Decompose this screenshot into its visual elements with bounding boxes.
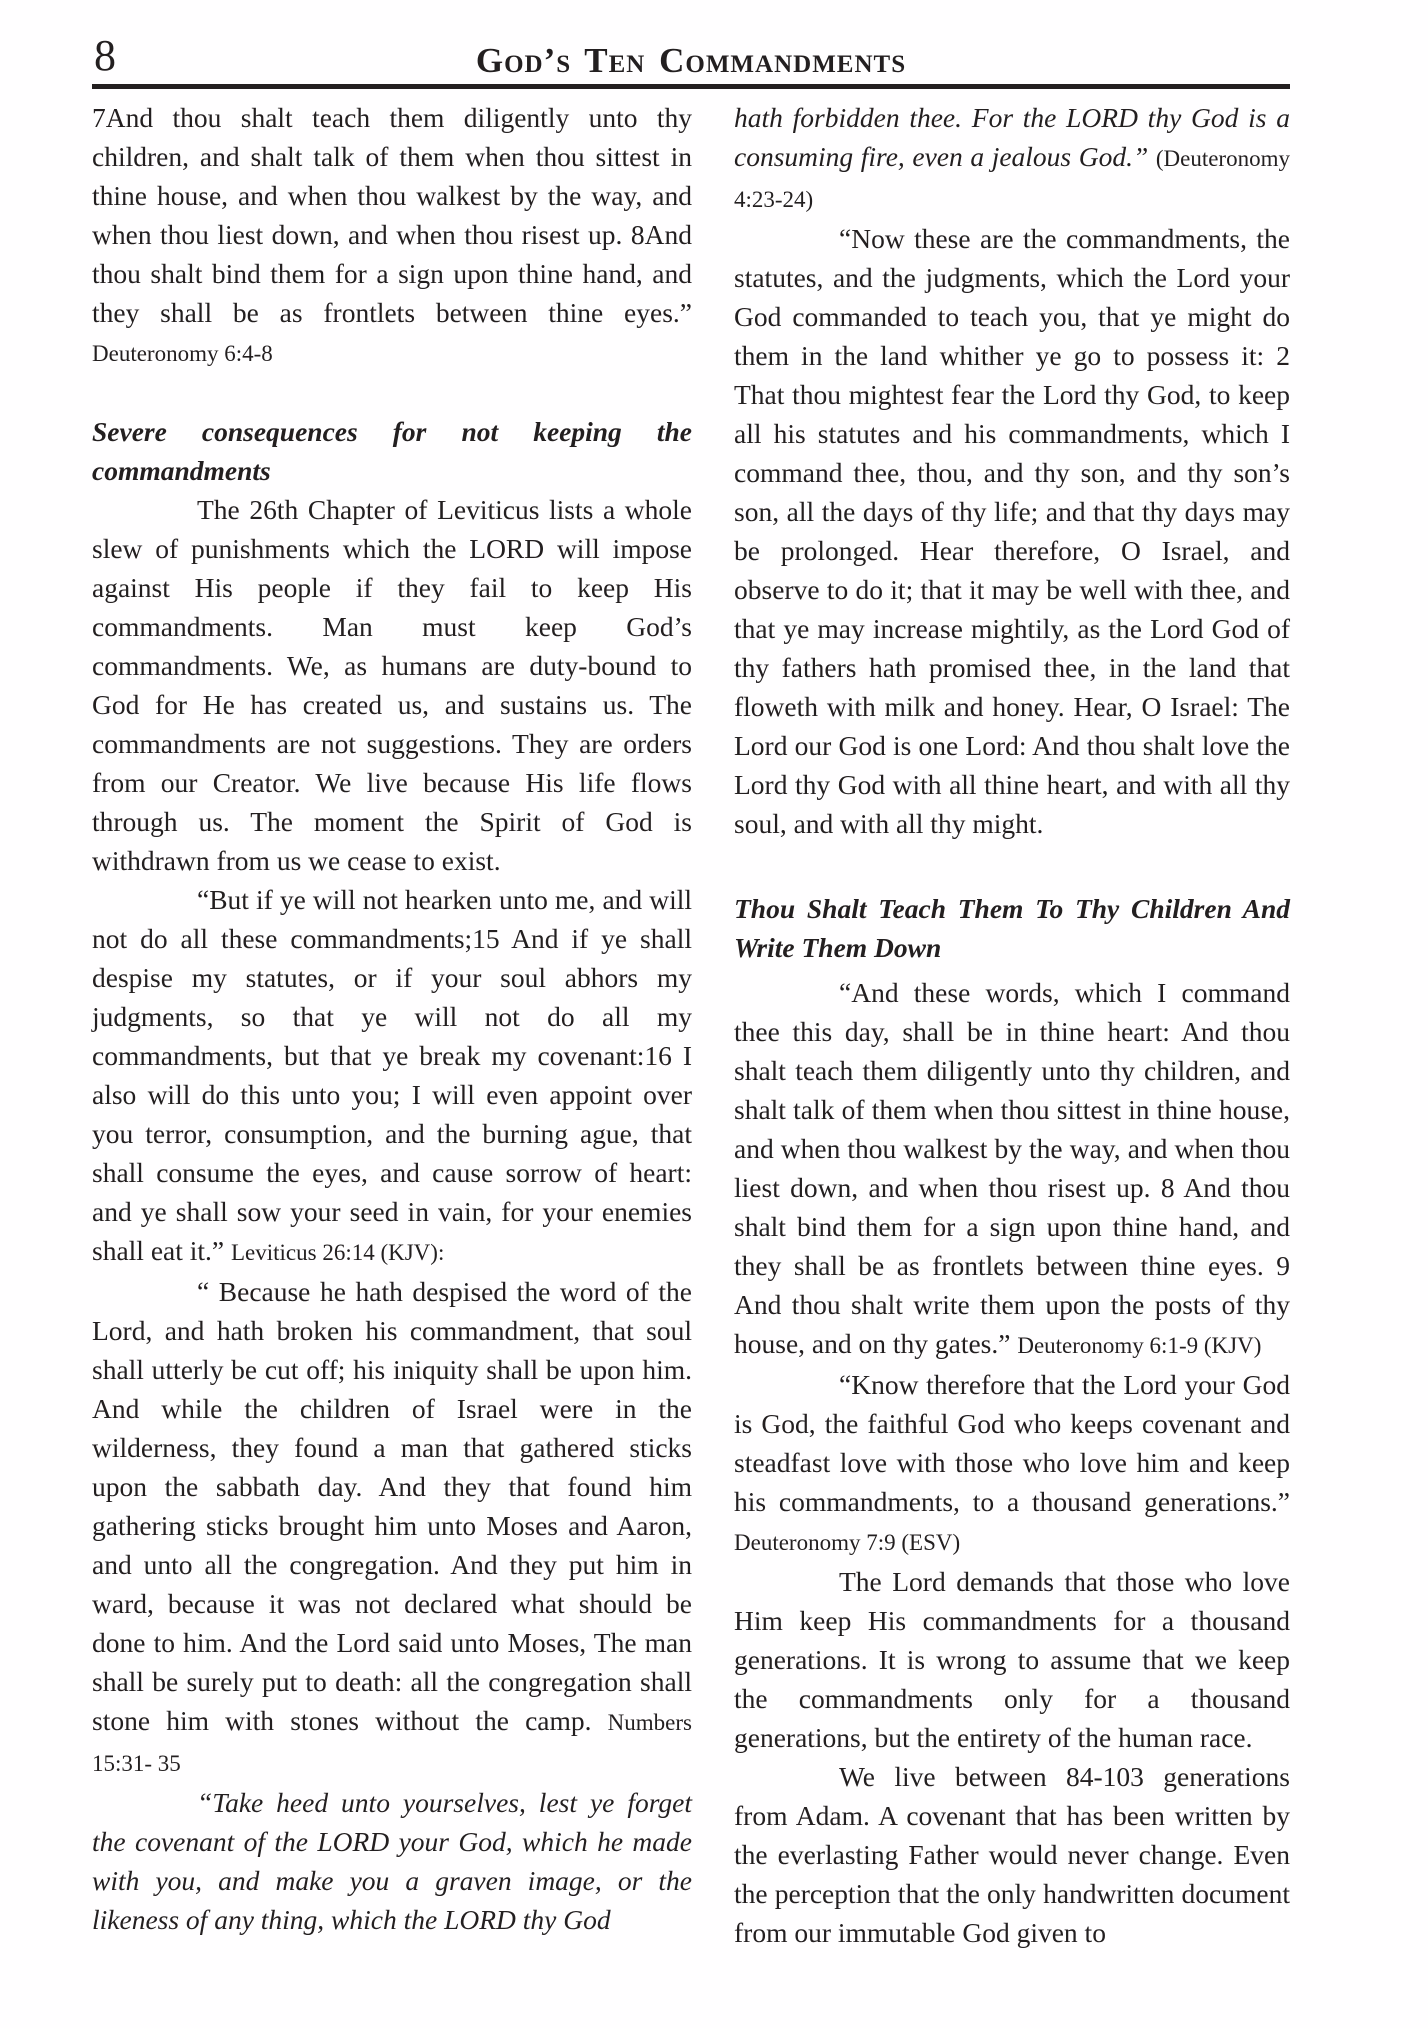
commentary-paragraph-adam: We live between 84-103 generations from Adam. A covenant that has been written by the everlasting Father would never change. Even the perception that the only handwritten document from our immutable God given to	[734, 1761, 1290, 1948]
commentary-paragraph-punishments: The 26th Chapter of Leviticus lists a whole slew of punishments which the LORD will impose against His people if they fail to keep His commandments. Man must keep God’s commandments. We, as humans are duty-bound to God for He has created us, and sustains us. The commandments are not suggestions. They are orders from our Creator. We live because His life flows through us. The moment the Spirit of God is withdrawn from us we cease to exist.	[92, 494, 692, 876]
scripture-text: “But if ye will not hearken unto me, and will not do all these commandments;15 And if ye shall despise my statutes, or if your soul abhors my judgments, so that ye will not do all my commandments, but that ye break my covenant:16 I also will do this unto you; I will even appoint over you terror, consumption, and the burning ague, that shall consume the eyes, and cause sorrow of heart: and ye shall sow your seed in vain, for your enemies shall eat it.”	[92, 884, 692, 1266]
scripture-text: “ Because he hath despised the word of the Lord, and hath broken his commandment, that soul shall utterly be cut off; his iniquity shall be upon him. And while the children of Israel were in the wilderness, they found a man that gathered sticks upon the sabbath day. And they that found him gathering sticks brought him unto Moses and Aaron, and unto all the congregation. And they put him in ward, because it was not declared what should be done to him. And the Lord said unto Moses, The man shall be surely put to death: all the congregation shall stone him with stones without the camp.	[92, 1276, 692, 1736]
scripture-citation: Numbers 15:31- 35	[92, 1710, 692, 1776]
right-column	[734, 98, 1290, 1952]
scripture-text: 7And thou shalt teach them diligently unto thy children, and shalt talk of them when thou sittest in thine house, and when thou walkest by the way, and when thou liest down, and when thou risest up. 8And thou shalt bind them for a sign upon thine hand, and they shall be as frontlets between thine eyes.”	[92, 102, 692, 328]
scripture-text: hath forbidden thee. For the LORD thy God is a consuming fire, even a jealous God.”	[734, 102, 1290, 172]
scripture-citation: Leviticus 26:14 (KJV):	[230, 1240, 445, 1265]
left-column	[92, 98, 692, 1952]
continuation-quote-paragraph	[734, 98, 1290, 219]
leviticus-quote-paragraph	[92, 880, 692, 1272]
scripture-text: “Know therefore that the Lord your God is God, the faithful God who keeps covenant and steadfast love with those who love him and keep his commandments, to a thousand generations.”	[734, 1369, 1290, 1517]
scripture-citation: (Deuteronomy 4:23-24)	[734, 146, 1290, 212]
scripture-citation: Deuteronomy 7:9 (ESV)	[734, 1530, 961, 1555]
deuteronomy-6-1-9-quote-paragraph	[734, 973, 1290, 1365]
commentary-paragraph-generations: The Lord demands that those who love Him keep His commandments for a thousand generations. It is wrong to assume that we keep the commandments only for a thousand generations, but the entirety of the human race.	[734, 1566, 1290, 1753]
header-rule	[92, 84, 1290, 89]
scripture-citation: Deuteronomy 6:4-8	[92, 341, 273, 366]
section-heading-severe-consequences: Severe consequences for not keeping the commandments	[92, 416, 692, 486]
take-heed-quote-paragraph: “Take heed unto yourselves, lest ye forget the covenant of the LORD your God, which he made with you, and make you a graven image, or the likeness of any thing, which the LORD thy God	[92, 1787, 692, 1935]
page-header	[92, 31, 1290, 80]
two-column-body	[92, 98, 1290, 1952]
deuteronomy-6-quote-paragraph	[92, 98, 692, 373]
page-number: 8	[94, 31, 116, 80]
section-heading-teach-children: Thou Shalt Teach Them To Thy Children And Write Them Down	[734, 893, 1290, 963]
scripture-text: “And these words, which I command thee this day, shall be in thine heart: And thou shalt teach them diligently unto thy children, and shalt talk of them when thou sittest in thine house, and when thou walkest by the way, and when thou liest down, and when thou risest up. 8 And thou shalt bind them for a sign upon thine hand, and they shall be as frontlets between thine eyes. 9 And thou shalt write them upon the posts of thy house, and on thy gates.”	[734, 977, 1290, 1359]
scripture-citation: Deuteronomy 6:1-9 (KJV)	[1017, 1333, 1262, 1358]
page-title: God’s Ten Commandments	[475, 41, 907, 80]
deuteronomy-7-9-quote-paragraph	[734, 1365, 1290, 1562]
numbers-quote-paragraph	[92, 1272, 692, 1783]
deuteronomy-commandments-quote-paragraph: “Now these are the commandments, the statutes, and the judgments, which the Lord your God commanded to teach you, that ye might do them in the land whither ye go to possess it: 2 That thou mightest fear the Lord thy God, to keep all his statutes and his commandments, which I command thee, thou, and thy son, and thy son’s son, all the days of thy life; and that thy days may be prolonged. Hear therefore, O Israel, and observe to do it; that it may be well with thee, and that ye may increase mightily, as the Lord God of thy fathers hath promised thee, in the land that floweth with milk and honey. Hear, O Israel: The Lord our God is one Lord: And thou shalt love the Lord thy God with all thine heart, and with all thy soul, and with all thy might.	[734, 223, 1290, 839]
